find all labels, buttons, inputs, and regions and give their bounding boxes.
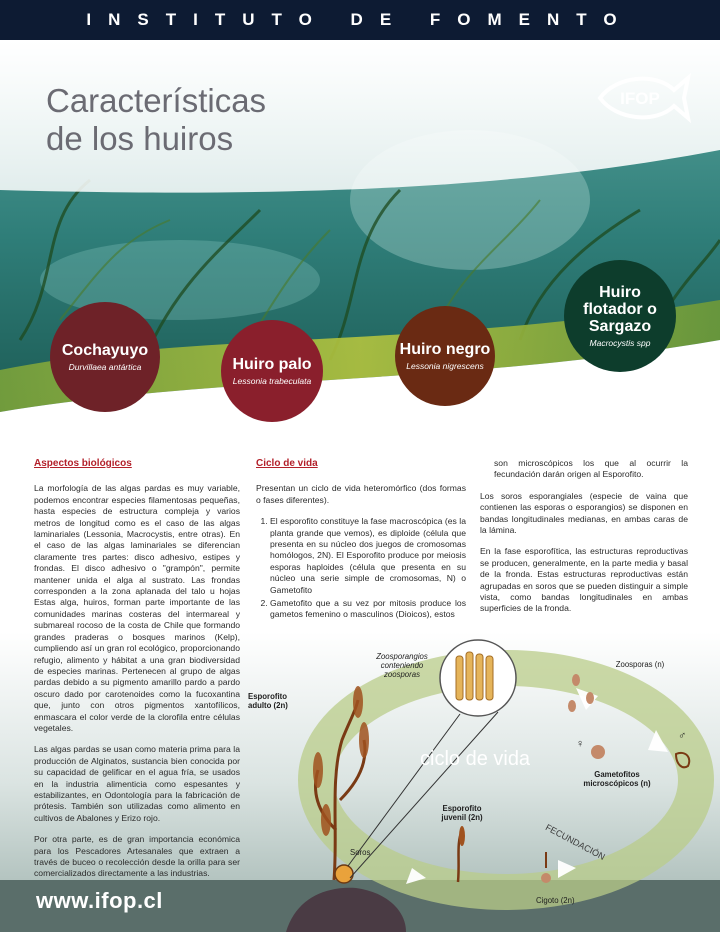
soros-paragraph: Los soros esporangiales (especie de vaina que contienen las esporas o esporangios) se disponen en bandas longitudinales medianas, en ambas caras de la lámina. [480, 490, 688, 536]
species-name: Huiro palo [232, 356, 312, 373]
species-huiro-palo [221, 320, 323, 422]
header-bar [0, 0, 720, 40]
ciclo-column [256, 458, 466, 623]
ciclo-intro: Presentan un ciclo de vida heteromórfico (dos formas o fases diferentes). [256, 483, 466, 505]
ciclo-list [256, 516, 466, 621]
species-scientific: Durvillaea antártica [68, 362, 142, 372]
fish-logo-icon [596, 68, 692, 128]
ciclo-item: 1. El esporofito constituye la fase macroscópica (es la planta grande que vemos), es diploide (célula que presenta en su núcleo dos juegos de cromosomas homólogos, 2N). El Esporofito produce por meiosis esporas haploides (célula que presenta en su núcleo una serie simple de cromosomas, N) o Gametofito [270, 516, 466, 596]
species-scientific: Lessonia trabeculata [232, 376, 312, 386]
life-cycle-diagram [246, 630, 720, 932]
species-cochayuyo [50, 302, 160, 412]
cigoto-label: Cigoto (2n) [536, 896, 575, 905]
ciclo-item: 2. Gametofito que a su vez por mitosis produce los gametos femenino o masculinos (Dioicos), estos [270, 598, 466, 621]
aspectos-paragraph-2: Las algas pardas se usan como materia prima para la producción de Alginatos, sustancia bien conocida por su capacidad de gelificar en el agua fría, se usados en la industria alimenticia como espesantes y estabilizantes, en Odontología para la fabricación de prótesis. También son utilizadas como alimento en cultivos de Abalones y Erizo rojo. [34, 744, 240, 823]
zoosporangios-label: Zoosporangios conteniendo zoosporas [376, 652, 428, 679]
species-huiro-flotador [564, 260, 676, 372]
zoosporas-label: Zoosporas (n) [615, 660, 665, 669]
esporofito-adulto-label: Esporofito adulto (2n) [248, 692, 288, 710]
ifop-logo [596, 68, 692, 128]
logo-text: IFOP [620, 89, 660, 108]
species-scientific: Lessonia nigrescens [406, 361, 484, 371]
species-name-line: Sargazo [588, 318, 652, 335]
title-line-1: Características [46, 82, 267, 119]
cycle-title: ciclo de vida [420, 748, 531, 770]
ciclo-continuation: son microscópicos los que al ocurrir la fecundación darán origen al Esporofito. [494, 458, 688, 480]
species-name-line: flotador o [583, 301, 657, 318]
species-scientific: Macrocystis spp [589, 338, 651, 348]
ciclo-heading: Ciclo de vida [256, 458, 318, 469]
gametofitos-label: Gametofitos microscópicos (n) [583, 770, 651, 788]
website-link[interactable]: www.ifop.cl [36, 888, 163, 913]
aspectos-column [34, 458, 240, 890]
species-name: Huiro negro [399, 341, 491, 358]
fecundacion-label: FECUNDACIÓN [543, 822, 607, 862]
title-line-2: de los huiros [46, 120, 234, 157]
ciclo-continuation-column [480, 458, 688, 625]
aspectos-heading: Aspectos biológicos [34, 458, 132, 469]
institute-name: INSTITUTO DE FOMENTO [86, 10, 634, 29]
soros-label: Soros [350, 848, 371, 857]
page-title [46, 82, 266, 158]
species-name: Cochayuyo [61, 342, 149, 359]
species-huiro-negro [395, 306, 495, 406]
female-symbol: ♀ [576, 738, 585, 750]
aspectos-paragraph-3: Por otra parte, es de gran importancia económica para los Pescadores Artesanales que extraen a través de buceo o recolección desde la orilla para ser comercializados directamente a las industrias. [34, 834, 240, 879]
male-symbol: ♂ [678, 730, 687, 742]
species-name-line: Huiro [599, 284, 641, 301]
fase-paragraph: En la fase esporofítica, las estructuras reproductivas se producen, generalmente, en la parte media y basal de la fronda. Estas estructuras reproductivas están agrupadas en soros que se pueden distinguir a simple vista, como bandas longitudinales en ambas superficies de la fronda. [480, 546, 688, 614]
aspectos-paragraph-1: La morfología de las algas pardas es muy variable, podemos encontrar especies filamentosas pequeñas, hasta especies de estructura compleja y varios metros de longitud como es el caso de las algas laminariales (Lessonia, Macrocystis, entre otras). En el caso de las algas laminariales se diferencian claramente tres partes: disco adhesivo, estipes y frondas. El disco adhesivo o "grampón", permite mantener unida el alga al sustrato. Las frondas corresponden a la zona aplanada del talo u hojas Estas alga, huiros, forman parte importante de las comunidades marinas costeras del intermareal y submareal rocoso de la costa de Chile que formando grandes praderas o bosques marinos (Kelp), cumpliendo así un gran rol ecológico, proporcionando refugio, alimento y hábitat a una gran biodiversidad de especies marinas. Pertenecen al grupo de algas pardas debido a su pigmento amarillo pardo a pardo oscuro dado por carotenoides como la fucoxantina que, junto con otros pigmentos xantofílicos, enmascara el color verde de la clorofila entre células vegetales. [34, 483, 240, 733]
esporofito-juvenil-label: Esporofito juvenil (2n) [441, 804, 483, 822]
